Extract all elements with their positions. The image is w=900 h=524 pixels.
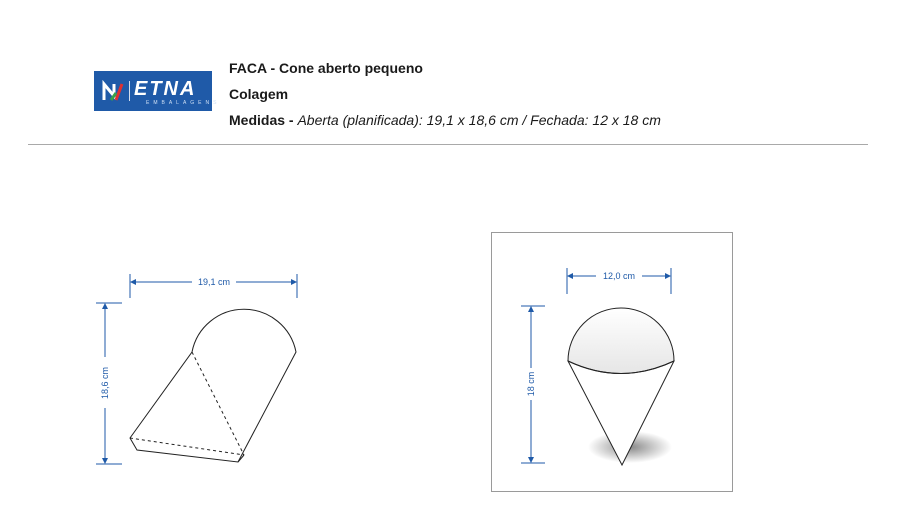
open-view [96, 274, 297, 464]
page-title: FACA - Cone aberto pequeno [229, 60, 423, 76]
closed-width-dimension [567, 268, 671, 294]
open-height-dimension [96, 303, 122, 464]
open-width-dimension [130, 274, 297, 298]
open-width-label: 19,1 cm [197, 277, 231, 287]
open-die-outline [130, 309, 296, 462]
process-label: Colagem [229, 86, 289, 102]
brand-name: ETNA [134, 78, 197, 100]
closed-view [521, 268, 674, 465]
closed-height-label: 18 cm [526, 371, 536, 397]
measures-value: Aberta (planificada): 19,1 x 18,6 cm / Fechada: 12 x 18 cm [297, 112, 661, 128]
closed-width-label: 12,0 cm [602, 271, 636, 281]
cone-top [568, 308, 674, 374]
closed-height-dimension [521, 306, 545, 463]
measures-label: Medidas - [229, 112, 298, 128]
brand-tagline: EMBALAGENS [146, 100, 221, 106]
open-height-label: 18,6 cm [100, 366, 110, 400]
